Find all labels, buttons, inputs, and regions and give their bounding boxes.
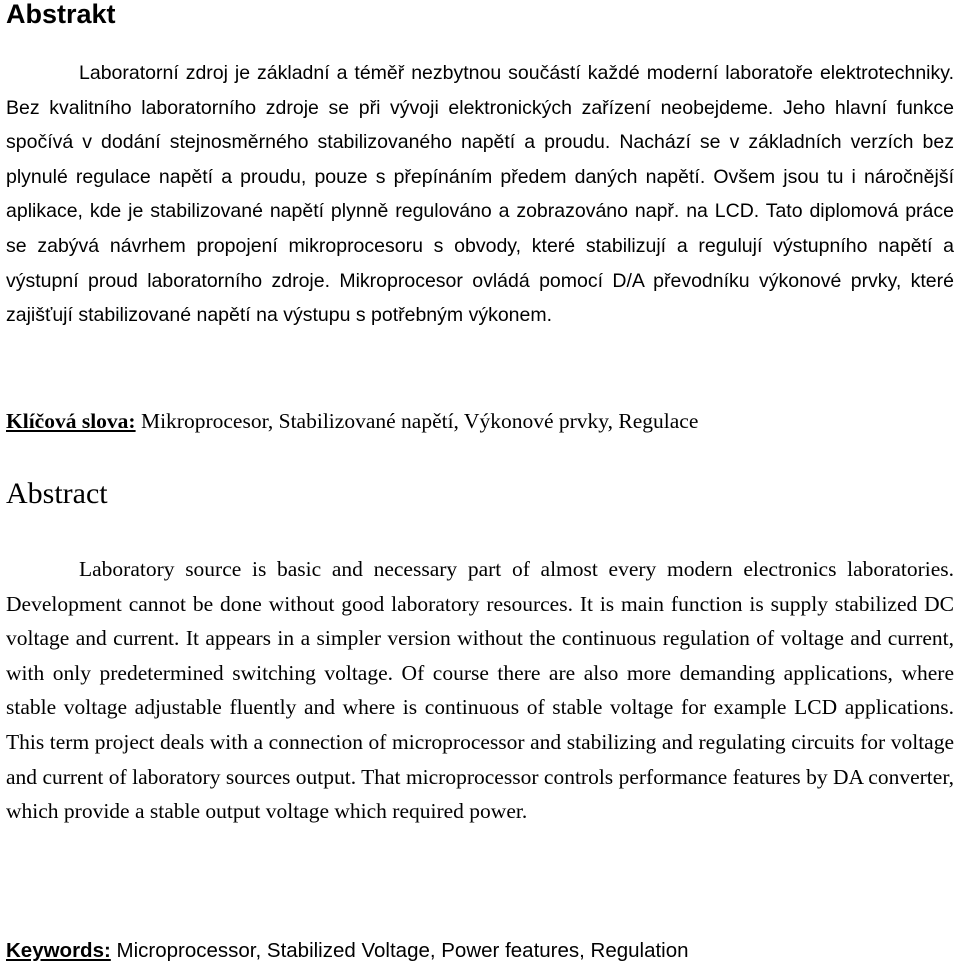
- czech-abstract-paragraph: Laboratorní zdroj je základní a téměř nezbytnou součástí každé moderní laboratoře elektrotechniky. Bez kvalitního laboratorního zdroje se při vývoji elektronických zařízení neobejdeme. Jeho hlavní funkce spočívá v dodání stejnosměrného stabilizovaného napětí a proudu. Nachází se v základních verzích bez plynulé regulace napětí a proudu, pouze s přepínáním předem daných napětí. Ovšem jsou tu i náročnější aplikace, kde je stabilizované napětí plynně regulováno a zobrazováno např. na LCD. Tato diplomová práce se zabývá návrhem propojení mikroprocesoru s obvody, které stabilizují a regulují výstupního napětí a výstupní proud laboratorního zdroje. Mikroprocesor ovládá pomocí D/A převodníku výkonové prvky, které zajišťují stabilizované napětí na výstupu s potřebným výkonem.: [6, 62, 954, 327]
- czech-keywords-label: Klíčová slova:: [6, 409, 136, 433]
- czech-keywords-list: Mikroprocesor, Stabilizované napětí, Výkonové prvky, Regulace: [140, 409, 699, 433]
- english-abstract-heading: Abstract: [6, 477, 108, 510]
- czech-keywords: [6, 404, 698, 438]
- english-abstract-paragraph: Laboratory source is basic and necessary part of almost every modern electronics laboratories. Development cannot be done without good laboratory resources. It is main function is supply stabilized DC voltage and current. It appears in a simpler version without the continuous regulation of voltage and current, with only predetermined switching voltage. Of course there are also more demanding applications, where stable voltage adjustable fluently and where is continuous of stable voltage for example LCD applications. This term project deals with a connection of microprocessor and stabilizing and regulating circuits for voltage and current of laboratory sources output. That microprocessor controls performance features by DA converter, which provide a stable output voltage which required power.: [6, 557, 954, 824]
- english-keywords-label: Keywords:: [6, 939, 111, 962]
- english-keywords-list: Microprocessor, Stabilized Voltage, Power features, Regulation: [116, 939, 689, 962]
- czech-abstract-heading: Abstrakt: [6, 0, 116, 29]
- english-keywords: [6, 934, 689, 968]
